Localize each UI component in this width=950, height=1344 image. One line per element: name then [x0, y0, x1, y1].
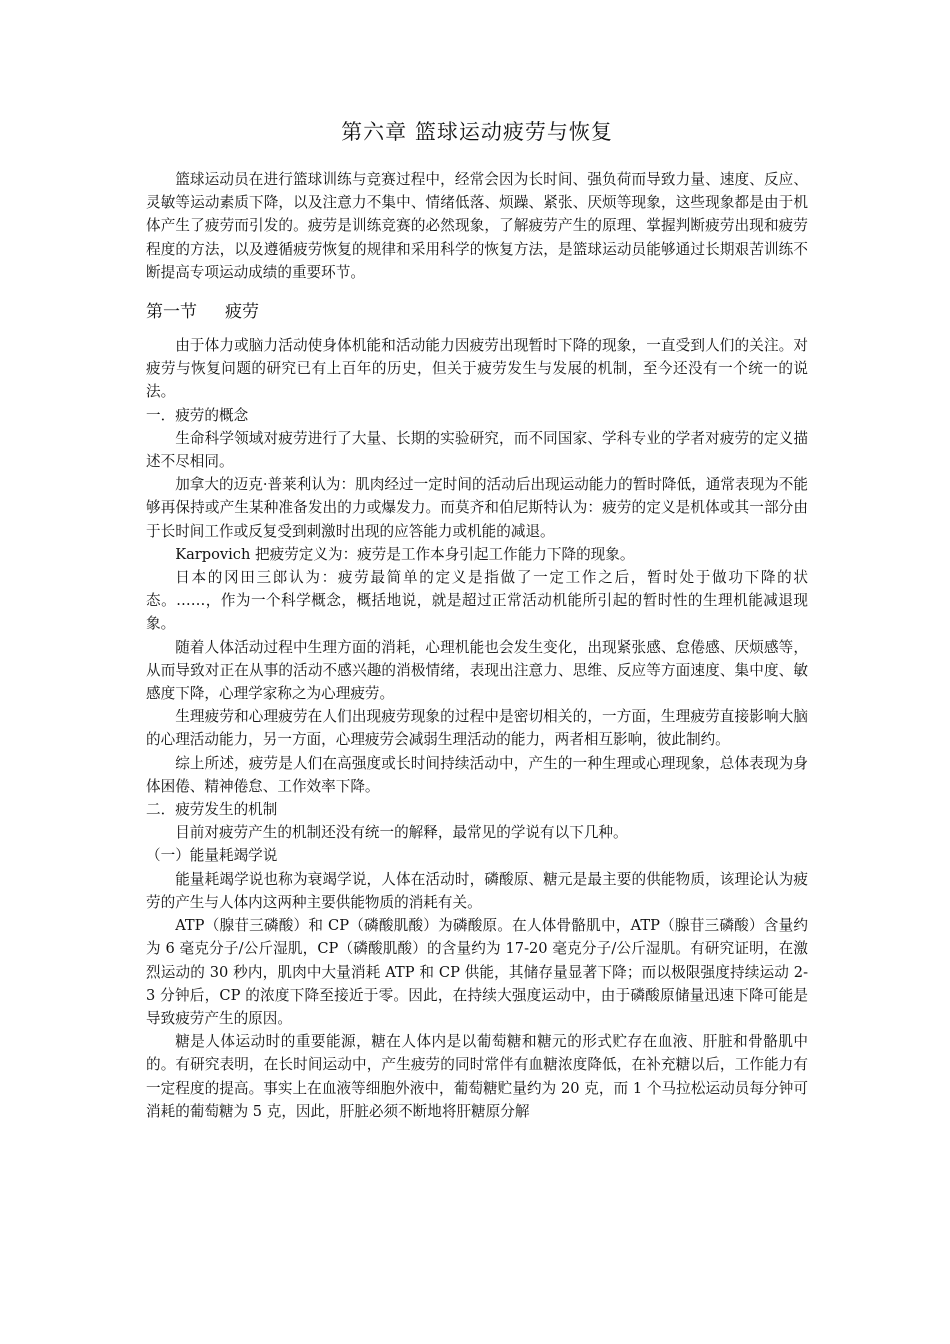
paragraph: 综上所述，疲劳是人们在高强度或长时间持续活动中，产生的一种生理或心理现象，总体表现为身体困倦、精神倦怠、工作效率下降。 — [146, 754, 808, 795]
intro-paragraph: 篮球运动员在进行篮球训练与竞赛过程中，经常会因为长时间、强负荷而导致力量、速度、反应、灵敏等运动素质下降，以及注意力不集中、情绪低落、烦躁、紧张、厌烦等现象，这些现象都是由于机体产生了疲劳而引发的。疲劳是训练竞赛的必然现象，了解疲劳产生的原理、掌握判断疲劳出现和疲劳程度的方法，以及遵循疲劳恢复的规律和采用科学的恢复方法，是篮球运动员能够通过长期艰苦训练不断提高专项运动成绩的重要环节。 — [146, 171, 808, 281]
subheading-mechanism: 二．疲劳发生的机制 — [146, 801, 278, 819]
document-page — [146, 116, 808, 1123]
subheading-energy-depletion: （一）能量耗竭学说 — [146, 847, 278, 865]
paragraph: ATP（腺苷三磷酸）和 CP（磷酸肌酸）为磷酸原。在人体骨骼肌中，ATP（腺苷三磷酸）含量约为 6 毫克分子/公斤湿肌，CP（磷酸肌酸）的含量约为 17-20 毫克分子/公斤湿肌。有研究证明，在激烈运动的 30 秒内，肌肉中大量消耗 ATP 和 CP 供能，其储存量显著下降；而以极限强度持续运动 2-3 分钟后，CP 的浓度下降至接近于零。因此，在持续大强度运动中，由于磷酸原储量迅速下降可能是导致疲劳产生的原因。 — [146, 917, 808, 1027]
paragraph: 由于体力或脑力活动使身体机能和活动能力因疲劳出现暂时下降的现象，一直受到人们的关注。对疲劳与恢复问题的研究已有上百年的历史，但关于疲劳发生与发展的机制，至今还没有一个统一的说法。 — [146, 337, 808, 401]
paragraph: 生理疲劳和心理疲劳在人们出现疲劳现象的过程中是密切相关的，一方面，生理疲劳直接影响大脑的心理活动能力，另一方面，心理疲劳会减弱生理活动的能力，两者相互影响，彼此制约。 — [146, 708, 808, 749]
section-name: 疲劳 — [225, 302, 259, 323]
paragraph: 能量耗竭学说也称为衰竭学说，人体在活动时，磷酸原、糖元是最主要的供能物质，该理论认为疲劳的产生与人体内这两种主要供能物质的消耗有关。 — [146, 870, 808, 911]
paragraph: 生命科学领域对疲劳进行了大量、长期的实验研究，而不同国家、学科专业的学者对疲劳的定义描述不尽相同。 — [146, 429, 808, 471]
paragraph: Karpovich 把疲劳定义为：疲劳是工作本身引起工作能力下降的现象。 — [175, 545, 635, 563]
paragraph: 加拿大的迈克·普莱利认为：肌肉经过一定时间的活动后出现运动能力的暂时降低，通常表现为不能够再保持或产生某种准备发出的力或爆发力。而莫齐和伯尼斯特认为：疲劳的定义是机体或其一部分由于长时间工作或反复受到刺激时出现的应答能力或机能的减退。 — [146, 476, 808, 540]
paragraph: 日本的冈田三郎认为：疲劳最简单的定义是指做了一定工作之后，暂时处于做功下降的状态。……，作为一个科学概念，概括地说，就是超过正常活动机能所引起的暂时性的生理机能减退现象。 — [146, 569, 808, 633]
section-label: 第一节 — [146, 302, 197, 323]
subheading-concept: 一．疲劳的概念 — [146, 406, 249, 424]
paragraph: 随着人体活动过程中生理方面的消耗，心理机能也会发生变化，出现紧张感、怠倦感、厌烦感等，从而导致对正在从事的活动不感兴趣的消极情绪，表现出注意力、思维、反应等方面速度、集中度、敏感度下降，心理学家称之为心理疲劳。 — [146, 638, 808, 703]
paragraph: 糖是人体运动时的重要能源，糖在人体内是以葡萄糖和糖元的形式贮存在血液、肝脏和骨骼肌中的。有研究表明，在长时间运动中，产生疲劳的同时常伴有血糖浓度降低，在补充糖以后，工作能力有一定程度的提高。事实上在血液等细胞外液中，葡萄糖贮量约为 20 克，而 1 个马拉松运动员每分钟可消耗的葡萄糖为 5 克，因此，肝脏必须不断地将肝糖原分解 — [146, 1033, 808, 1120]
section-heading — [146, 298, 808, 326]
chapter-title: 第六章 篮球运动疲劳与恢复 — [341, 120, 613, 144]
paragraph: 目前对疲劳产生的机制还没有统一的解释，最常见的学说有以下几种。 — [175, 824, 628, 842]
